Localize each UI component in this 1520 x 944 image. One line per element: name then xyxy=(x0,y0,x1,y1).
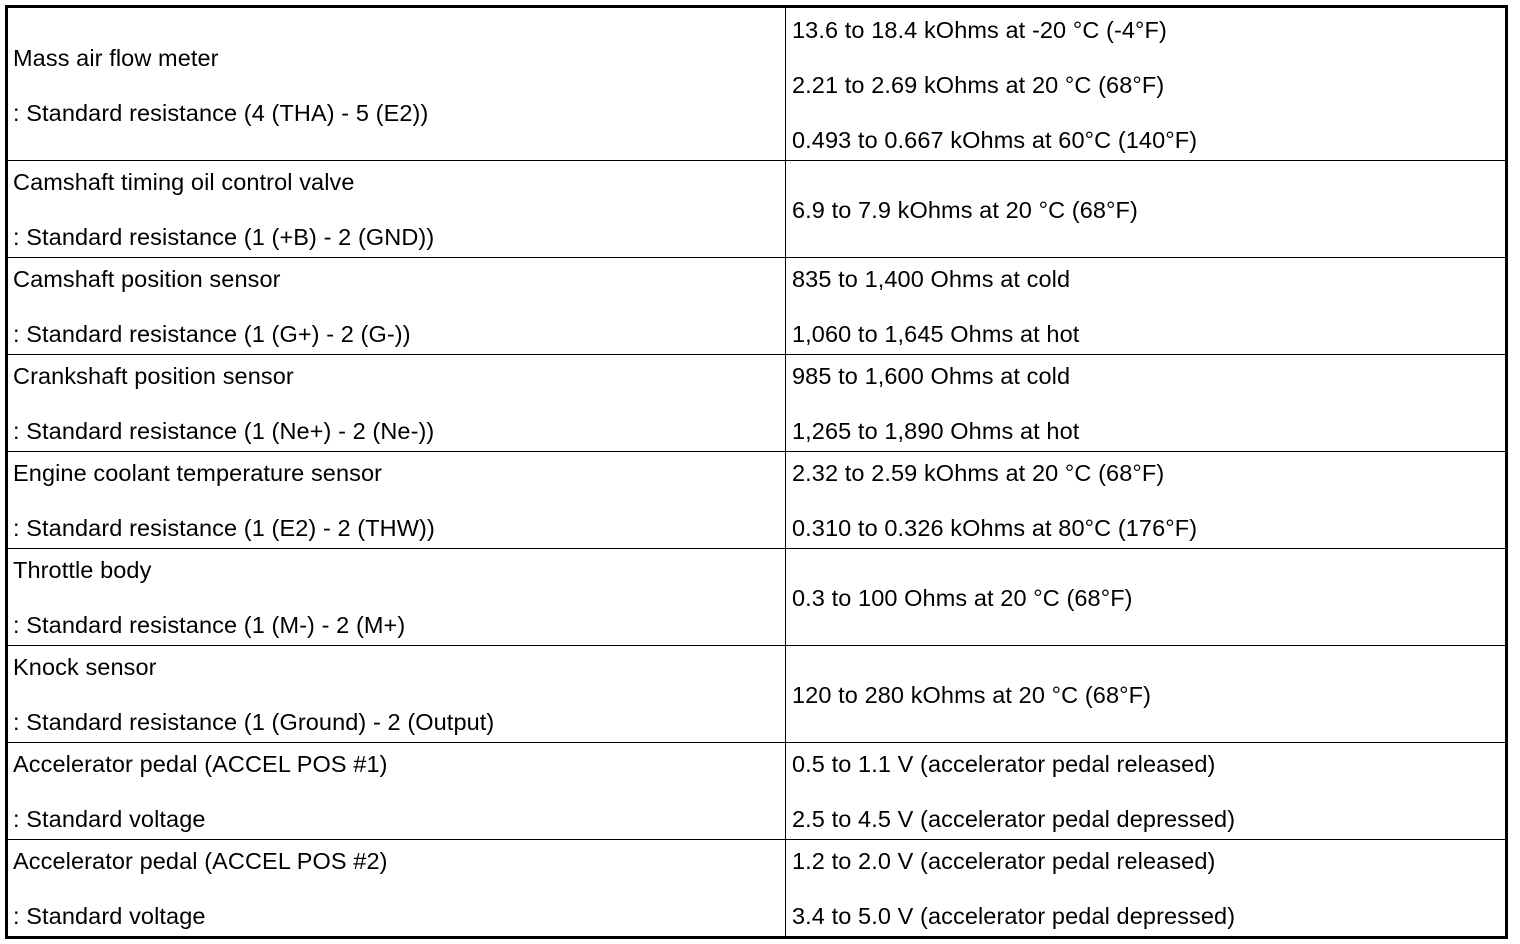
spec-value: 6.9 to 7.9 kOhms at 20 °C (68°F) xyxy=(792,197,1138,223)
component-name: Mass air flow meter xyxy=(13,45,219,71)
component-parameter: : Standard resistance (4 (THA) - 5 (E2)) xyxy=(13,100,429,126)
component-cell xyxy=(8,452,786,548)
table-row xyxy=(8,355,1505,452)
value-cell xyxy=(786,840,1505,938)
spec-value: 2.32 to 2.59 kOhms at 20 °C (68°F) xyxy=(792,460,1165,486)
component-cell xyxy=(8,8,786,160)
spec-value: 13.6 to 18.4 kOhms at -20 °C (-4°F) xyxy=(792,17,1167,43)
spec-value: 835 to 1,400 Ohms at cold xyxy=(792,266,1071,292)
table-row xyxy=(8,840,1505,938)
value-cell xyxy=(786,452,1505,548)
spec-value: 1.2 to 2.0 V (accelerator pedal released) xyxy=(792,848,1216,874)
component-parameter: : Standard resistance (1 (+B) - 2 (GND)) xyxy=(13,224,435,250)
component-name: Camshaft position sensor xyxy=(13,266,281,292)
component-cell xyxy=(8,840,786,938)
value-cell xyxy=(786,549,1505,645)
component-cell xyxy=(8,258,786,354)
component-name: Crankshaft position sensor xyxy=(13,363,294,389)
spec-value: 1,060 to 1,645 Ohms at hot xyxy=(792,321,1080,347)
table-row xyxy=(8,743,1505,840)
spec-value: 0.493 to 0.667 kOhms at 60°C (140°F) xyxy=(792,127,1198,153)
spec-value: 2.21 to 2.69 kOhms at 20 °C (68°F) xyxy=(792,72,1165,98)
component-name: Knock sensor xyxy=(13,654,157,680)
value-cell xyxy=(786,8,1505,160)
specification-table xyxy=(5,5,1508,939)
component-name: Throttle body xyxy=(13,557,152,583)
component-cell xyxy=(8,355,786,451)
component-name: Engine coolant temperature sensor xyxy=(13,460,383,486)
component-parameter: : Standard resistance (1 (Ground) - 2 (Output) xyxy=(13,709,495,735)
component-name: Accelerator pedal (ACCEL POS #1) xyxy=(13,751,388,777)
spec-value: 1,265 to 1,890 Ohms at hot xyxy=(792,418,1080,444)
value-cell xyxy=(786,258,1505,354)
component-parameter: : Standard voltage xyxy=(13,903,206,929)
value-cell xyxy=(786,743,1505,839)
spec-value: 3.4 to 5.0 V (accelerator pedal depressed) xyxy=(792,903,1236,929)
table-row xyxy=(8,161,1505,258)
table-row xyxy=(8,258,1505,355)
component-parameter: : Standard resistance (1 (Ne+) - 2 (Ne-)) xyxy=(13,418,435,444)
spec-value: 0.5 to 1.1 V (accelerator pedal released) xyxy=(792,751,1216,777)
component-name: Accelerator pedal (ACCEL POS #2) xyxy=(13,848,388,874)
value-cell xyxy=(786,355,1505,451)
table-row xyxy=(8,452,1505,549)
component-name: Camshaft timing oil control valve xyxy=(13,169,355,195)
value-cell xyxy=(786,161,1505,257)
table-row xyxy=(8,549,1505,646)
value-cell xyxy=(786,646,1505,742)
component-cell xyxy=(8,743,786,839)
spec-value: 2.5 to 4.5 V (accelerator pedal depressed) xyxy=(792,806,1236,832)
spec-value: 0.310 to 0.326 kOhms at 80°C (176°F) xyxy=(792,515,1198,541)
component-parameter: : Standard voltage xyxy=(13,806,206,832)
component-cell xyxy=(8,549,786,645)
spec-value: 120 to 280 kOhms at 20 °C (68°F) xyxy=(792,682,1151,708)
spec-value: 985 to 1,600 Ohms at cold xyxy=(792,363,1071,389)
table-row xyxy=(8,646,1505,743)
component-parameter: : Standard resistance (1 (G+) - 2 (G-)) xyxy=(13,321,411,347)
spec-value: 0.3 to 100 Ohms at 20 °C (68°F) xyxy=(792,585,1133,611)
component-parameter: : Standard resistance (1 (M-) - 2 (M+) xyxy=(13,612,406,638)
component-parameter: : Standard resistance (1 (E2) - 2 (THW)) xyxy=(13,515,435,541)
component-cell xyxy=(8,161,786,257)
table-row xyxy=(8,8,1505,161)
component-cell xyxy=(8,646,786,742)
